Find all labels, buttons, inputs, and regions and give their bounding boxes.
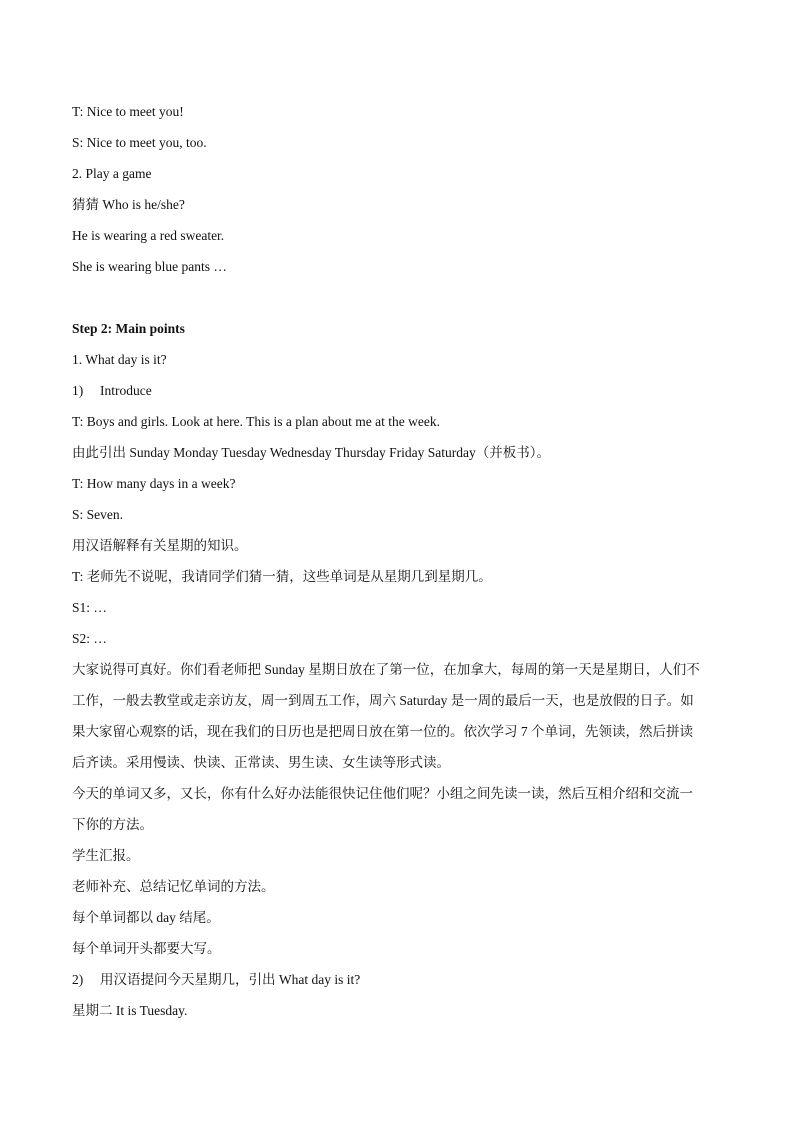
student-two-line: S2: … — [72, 631, 107, 646]
teacher-guess-line: T: 老师先不说呢，我请同学们猜一猜，这些单词是从星期几到星期几。 — [72, 569, 492, 584]
step-ask-day — [72, 971, 360, 989]
teacher-summary-line: 老师补充、总结记忆单词的方法。 — [72, 879, 275, 894]
subsection-title: 1. What day is it? — [72, 352, 167, 367]
dialogue-teacher-greeting: T: Nice to meet you! — [72, 104, 184, 119]
game-clue-sweater: He is wearing a red sweater. — [72, 228, 225, 243]
step-label: 用汉语提问今天星期几，引出 What day is it? — [100, 972, 361, 987]
paragraph-one-line-1: 大家说得可真好。你们看老师把 Sunday 星期日放在了第一位，在加拿大，每周的第一天是星期日，人们不 — [72, 662, 700, 677]
student-one-line: S1: … — [72, 600, 107, 615]
student-report-line: 学生汇报。 — [72, 848, 140, 863]
step-label: Introduce — [100, 383, 152, 398]
days-introduction: 由此引出 Sunday Monday Tuesday Wednesday Thursday Friday Saturday（并板书）。 — [72, 445, 551, 460]
step-number: 2) — [72, 972, 84, 987]
paragraph-one-line-3: 果大家留心观察的话，现在我们的日历也是把周日放在第一位的。依次学习 7 个单词，先领读，然后拼读 — [72, 724, 693, 739]
paragraph-two-line-2: 下你的方法。 — [72, 817, 153, 832]
student-answer: S: Seven. — [72, 507, 124, 522]
rule-capitalize: 每个单词开头都要大写。 — [72, 941, 221, 956]
rule-day-ending: 每个单词都以 day 结尾。 — [72, 910, 220, 925]
dialogue-student-greeting: S: Nice to meet you, too. — [72, 135, 207, 150]
game-clue-pants: She is wearing blue pants … — [72, 259, 227, 274]
step-introduce — [72, 382, 152, 400]
paragraph-two-line-1: 今天的单词又多，又长，你有什么好办法能很快记住他们呢？小组之间先读一读，然后互相介绍和交流一 — [72, 786, 693, 801]
game-guess-prompt: 猜猜 Who is he/she? — [72, 197, 185, 212]
paragraph-one-line-2: 工作，一般去教堂或走亲访友，周一到周五工作，周六 Saturday 是一周的最后一天，也是放假的日子。如 — [72, 693, 694, 708]
section-heading: Step 2: Main points — [72, 321, 185, 336]
teacher-question: T: How many days in a week? — [72, 476, 236, 491]
example-tuesday: 星期二 It is Tuesday. — [72, 1003, 188, 1018]
activity-play-game: 2. Play a game — [72, 166, 152, 181]
paragraph-one-line-4: 后齐读。采用慢读、快读、正常读、男生读、女生读等形式读。 — [72, 755, 450, 770]
step-number: 1) — [72, 383, 84, 398]
explain-line: 用汉语解释有关星期的知识。 — [72, 538, 248, 553]
teacher-plan-line: T: Boys and girls. Look at here. This is a plan about me at the week. — [72, 414, 440, 429]
